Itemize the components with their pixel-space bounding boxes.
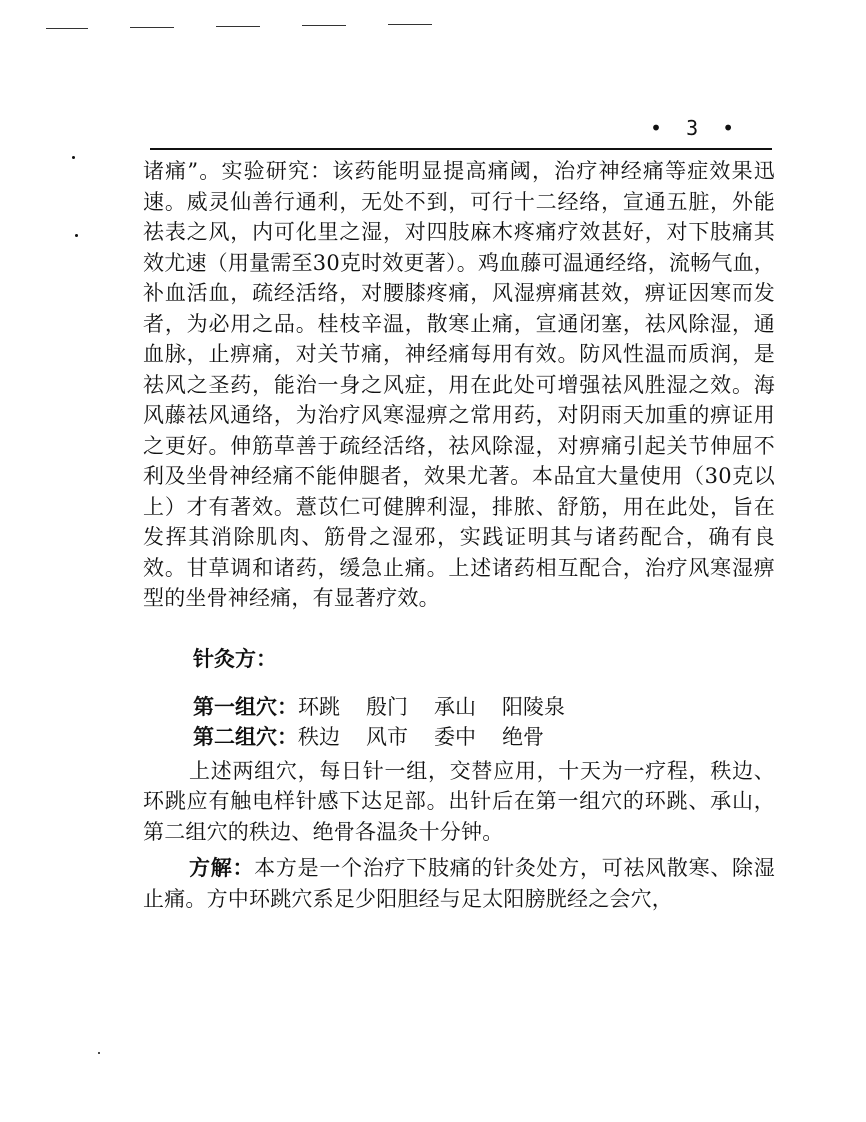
page-body bbox=[143, 156, 775, 914]
scan-mark bbox=[216, 26, 260, 27]
group-label: 第一组穴： bbox=[193, 693, 298, 719]
scan-mark bbox=[302, 25, 346, 26]
page-number: • 3 • bbox=[650, 116, 741, 140]
paragraph-explanation bbox=[143, 853, 775, 914]
explanation-text: 本方是一个治疗下肢痛的针灸处方，可祛风散寒、除湿止痛。方中环跳穴系足少阳胆经与足太阳膀胱经之会穴， bbox=[143, 856, 775, 911]
paragraph-usage: 上述两组穴，每日针一组，交替应用，十天为一疗程，秩边、环跳应有触电样针感下达足部。出针后在第一组穴的环跳、承山，第二组穴的秩边、绝骨各温灸十分钟。 bbox=[143, 758, 775, 844]
acupoint: 殷门 bbox=[366, 694, 408, 719]
acupoint-group-1 bbox=[193, 692, 775, 722]
acupoint: 委中 bbox=[434, 724, 476, 749]
acupoint: 阳陵泉 bbox=[502, 694, 565, 719]
header-rule bbox=[150, 148, 772, 150]
margin-speck bbox=[75, 234, 78, 237]
acupoint-groups bbox=[193, 692, 775, 752]
acupoint-group-2 bbox=[193, 722, 775, 752]
scan-mark bbox=[388, 24, 432, 25]
acupuncture-heading: 针灸方： bbox=[193, 645, 277, 671]
acupoint: 风市 bbox=[366, 724, 408, 749]
acupoint: 承山 bbox=[434, 694, 476, 719]
scan-mark bbox=[46, 28, 88, 29]
acupoint: 环跳 bbox=[298, 694, 340, 719]
margin-speck bbox=[72, 156, 75, 159]
scan-mark bbox=[130, 27, 174, 28]
explanation-label: 方解： bbox=[189, 855, 255, 880]
acupoint: 绝骨 bbox=[502, 724, 544, 749]
group-label: 第二组穴： bbox=[193, 723, 298, 749]
margin-speck bbox=[98, 1052, 100, 1054]
acupoint: 秩边 bbox=[298, 724, 340, 749]
paragraph-herb-analysis: 诸痛”。实验研究：该药能明显提高痛阈，治疗神经痛等症效果迅速。威灵仙善行通利，无处不到，可行十二经络，宣通五脏，外能祛表之风，内可化里之湿，对四肢麻木疼痛疗效甚好，对下肢痛其效尤速（用量需至30克时效更著）。鸡血藤可温通经络，流畅气血，补血活血，疏经活络，对腰膝疼痛，风湿痹痛甚效，痹证因寒而发者，为必用之品。桂枝辛温，散寒止痛，宣通闭塞，祛风除湿，通血脉，止痹痛，对关节痛，神经痛每用有效。防风性温而质润，是祛风之圣药，能治一身之风症，用在此处可增强祛风胜湿之效。海风藤祛风通络，为治疗风寒湿痹之常用药，对阴雨天加重的痹证用之更好。伸筋草善于疏经活络，祛风除湿，对痹痛引起关节伸屈不利及坐骨神经痛不能伸腿者，效果尤著。本品宜大量使用（30克以上）才有著效。薏苡仁可健脾利湿，排脓、舒筋，用在此处，旨在发挥其消除肌肉、筋骨之湿邪，实践证明其与诸药配合，确有良效。甘草调和诸药，缓急止痛。上述诸药相互配合，治疗风寒湿痹型的坐骨神经痛，有显著疗效。 bbox=[143, 159, 775, 610]
